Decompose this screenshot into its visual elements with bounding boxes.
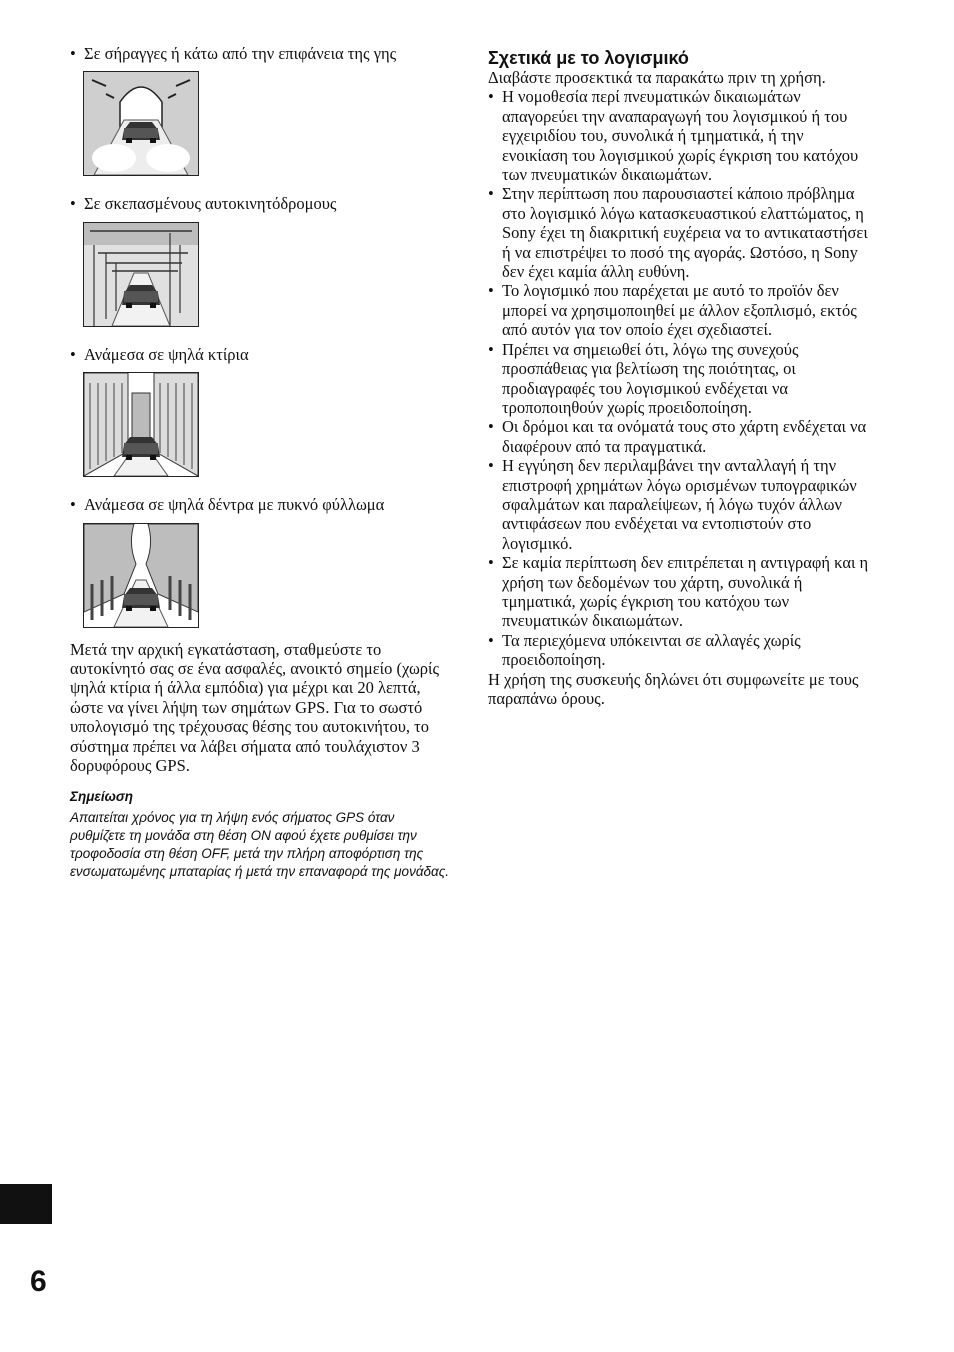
- gps-setup-paragraph: Μετά την αρχική εγκατάσταση, σταθμεύστε το αυτοκίνητό σας σε ένα ασφαλές, ανοικτό σημείο (χωρίς ψηλά κτίρια ή άλλα εμπόδια) για μέχρι και 20 λεπτά, ώστε να γίνει λήψη των σημάτων GPS. Για το σωστό υπολογισμό της τρέχουσας θέσης του αυτοκινήτου, το σύστημα πρέπει να λάβει σήματα από τουλάχιστον 3 δορυφόρους GPS.: [70, 639, 440, 776]
- right-column: [488, 48, 870, 708]
- page-number: 6: [30, 1265, 47, 1298]
- note-title: Σημείωση: [70, 789, 134, 805]
- intro-text: Διαβάστε προσεκτικά τα παρακάτω πριν τη χρήση.: [488, 68, 826, 87]
- software-bullet-7: • Σε καμία περίπτωση δεν επιτρέπεται η αντιγραφή και η χρήση των δεδομένων του χάρτη, συνολικά ή τμηματικά, χωρίς έγκριση του κατόχου των πνευματικών δικαιωμάτων.: [488, 553, 870, 631]
- software-bullet-1: • Η νομοθεσία περί πνευματικών δικαιωμάτων απαγορεύει την αναπαραγωγή του λογισμικού ή του εγχειριδίου του, συνολικά ή τμηματικά, ή την ενοικίαση του λογισμικού χωρίς έγκριση του κατόχου των πνευματικών δικαιωμάτων.: [488, 87, 870, 184]
- note-text: Απαιτείται χρόνος για τη λήψη ενός σήματος GPS όταν ρυθμίζετε τη μονάδα στη θέση ON αφού έχετε ρυθμίσει την τροφοδοσία στη θέση OFF, μετά την πλήρη αποφόρτιση της ενσωματωμένης μπαταρίας ή μετά την επαναφορά της μονάδας.: [70, 809, 450, 879]
- bullet-tunnel: • Σε σήραγγες ή κάτω από την επιφάνεια της γης: [70, 44, 450, 63]
- software-bullet-4: • Πρέπει να σημειωθεί ότι, λόγω της συνεχούς προσπάθειας για βελτίωση της ποιότητας, οι προδιαγραφές του λογισμικού ενδέχεται να τροποποιηθούν χωρίς προειδοποίηση.: [488, 340, 870, 418]
- section-heading: Σχετικά με το λογισμικό: [488, 48, 689, 68]
- tunnel-illustration: [83, 71, 199, 176]
- software-bullet-6: • Η εγγύηση δεν περιλαμβάνει την ανταλλαγή ή την επιστροφή χρημάτων λόγω ορισμένων τυπογραφικών σφαλμάτων και παραλείψεων, ή λόγω τυχόν άλλων αντιφάσεων που ενδέχεται να εντοπιστούν στο λογισμικό.: [488, 456, 870, 553]
- software-bullet-8: • Τα περιεχόμενα υπόκεινται σε αλλαγές χωρίς προειδοποίηση.: [488, 631, 870, 670]
- bullet-dense-trees: • Ανάμεσα σε ψηλά δέντρα με πυκνό φύλλωμα: [70, 495, 450, 514]
- software-bullet-3: • Το λογισμικό που παρέχεται με αυτό το προϊόν δεν μπορεί να χρησιμοποιηθεί με άλλον εξοπλισμό, εκτός από αυτόν για τον οποίο έχει σχεδιαστεί.: [488, 281, 870, 339]
- dense-trees-illustration: [83, 523, 199, 628]
- tall-buildings-illustration: [83, 372, 199, 477]
- bullet-covered-highway: • Σε σκεπασμένους αυτοκινητόδρομους: [70, 194, 450, 213]
- bullet-tall-buildings: • Ανάμεσα σε ψηλά κτίρια: [70, 345, 450, 364]
- covered-highway-illustration: [83, 222, 199, 327]
- software-bullet-2: • Στην περίπτωση που παρουσιαστεί κάποιο πρόβλημα στο λογισμικό λόγω κατασκευαστικού ελαττώματος, η Sony έχει τη διακριτική ευχέρεια να το αντικαταστήσει ή να επιστρέψει το ποσό της αγοράς. Ωστόσο, η Sony δεν έχει καμία άλλη ευθύνη.: [488, 184, 870, 281]
- software-bullet-5: • Οι δρόμοι και τα ονόματά τους στο χάρτη ενδέχεται να διαφέρουν από τα πραγματικά.: [488, 417, 870, 456]
- closing-text: Η χρήση της συσκευής δηλώνει ότι συμφωνείτε με τους παραπάνω όρους.: [488, 669, 859, 708]
- left-column: [70, 44, 450, 881]
- section-tab: [0, 1184, 52, 1224]
